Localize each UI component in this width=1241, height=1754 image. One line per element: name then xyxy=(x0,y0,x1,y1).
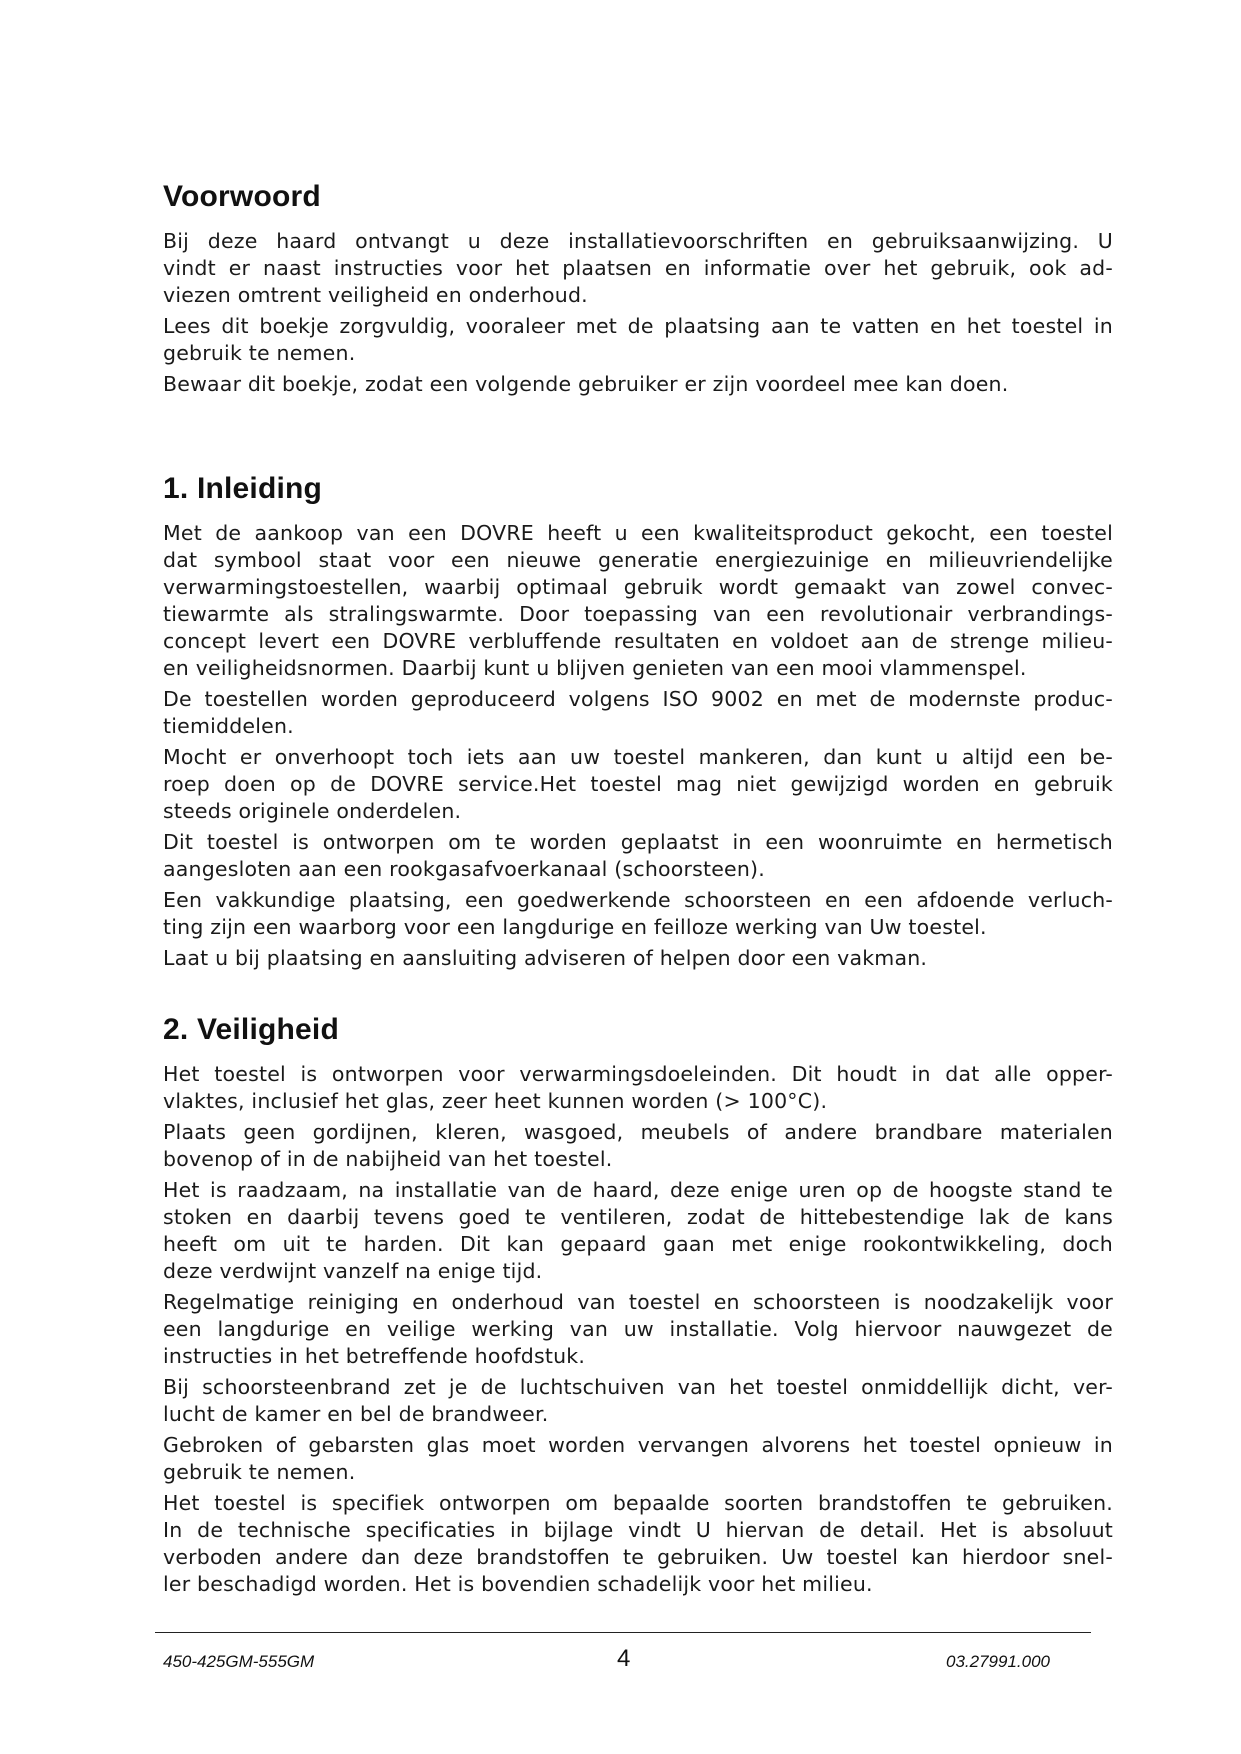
paragraph xyxy=(163,686,1113,740)
paragraph-line: ting zijn een waarborg voor een langdurige en feilloze werking van Uw toestel. xyxy=(163,915,987,939)
footer-document-code: 03.27991.000 xyxy=(946,1652,1050,1671)
paragraph-line: Een vakkundige plaatsing, een goedwerkende schoorsteen en een afdoende verluch- xyxy=(163,888,1113,912)
paragraph xyxy=(163,887,1113,941)
paragraph-line: en veiligheidsnormen. Daarbij kunt u blijven genieten van een mooi vlammenspel. xyxy=(163,656,1027,680)
paragraph-line: roep doen op de DOVRE service.Het toestel mag niet gewijzigd worden en gebruik xyxy=(163,772,1113,796)
paragraph-line: Plaats geen gordijnen, kleren, wasgoed, meubels of andere brandbare materialen xyxy=(163,1120,1113,1144)
paragraph-line: Mocht er onverhoopt toch iets aan uw toestel mankeren, dan kunt u altijd een be- xyxy=(163,745,1113,769)
paragraph xyxy=(163,228,1113,309)
paragraph-line: Gebroken of gebarsten glas moet worden vervangen alvorens het toestel opnieuw in xyxy=(163,1433,1113,1457)
paragraph-line: bovenop of in de nabijheid van het toestel. xyxy=(163,1147,613,1171)
paragraph-line: Dit toestel is ontworpen om te worden geplaatst in een woonruimte en hermetisch xyxy=(163,830,1113,854)
paragraph-line: De toestellen worden geproduceerd volgens ISO 9002 en met de modernste produc- xyxy=(163,687,1113,711)
paragraph-line: Het is raadzaam, na installatie van de haard, deze enige uren op de hoogste stand te xyxy=(163,1178,1113,1202)
paragraph xyxy=(163,371,1113,398)
paragraph-line: tiewarmte als stralingswarmte. Door toepassing van een revolutionair verbrandings- xyxy=(163,602,1113,626)
paragraph-line: stoken en daarbij tevens goed te ventileren, zodat de hittebestendige lak de kans xyxy=(163,1205,1113,1229)
section-body xyxy=(163,520,1113,972)
paragraph xyxy=(163,829,1113,883)
paragraph-line: Het toestel is specifiek ontworpen om bepaalde soorten brandstoffen te gebruiken. xyxy=(163,1491,1113,1515)
paragraph-line: deze verdwijnt vanzelf na enige tijd. xyxy=(163,1259,543,1283)
paragraph-line: Regelmatige reiniging en onderhoud van toestel en schoorsteen is noodzakelijk voor xyxy=(163,1290,1113,1314)
paragraph-line: concept levert een DOVRE verbluffende resultaten en voldoet aan de strenge milieu- xyxy=(163,629,1113,653)
paragraph-line: lucht de kamer en bel de brandweer. xyxy=(163,1402,549,1426)
paragraph xyxy=(163,1374,1113,1428)
paragraph xyxy=(163,520,1113,682)
paragraph-line: instructies in het betreffende hoofdstuk. xyxy=(163,1344,586,1368)
footer-divider xyxy=(155,1632,1091,1633)
paragraph xyxy=(163,1119,1113,1173)
section-veiligheid xyxy=(163,1013,1113,1602)
paragraph-line: Bij schoorsteenbrand zet je de luchtschuiven van het toestel onmiddellijk dicht, ver- xyxy=(163,1375,1113,1399)
section-heading: 1. Inleiding xyxy=(163,472,323,505)
paragraph-line: dat symbool staat voor een nieuwe generatie energiezuinige en milieuvriendelijke xyxy=(163,548,1113,572)
paragraph-line: een langdurige en veilige werking van uw installatie. Volg hiervoor nauwgezet de xyxy=(163,1317,1113,1341)
paragraph xyxy=(163,1177,1113,1285)
paragraph-line: steeds originele onderdelen. xyxy=(163,799,462,823)
paragraph-line: In de technische specificaties in bijlage vindt U hiervan de detail. Het is absoluut xyxy=(163,1518,1113,1542)
paragraph xyxy=(163,1432,1113,1486)
paragraph-line: verwarmingstoestellen, waarbij optimaal gebruik wordt gemaakt van zowel convec- xyxy=(163,575,1113,599)
paragraph-line: verboden andere dan deze brandstoffen te gebruiken. Uw toestel kan hierdoor snel- xyxy=(163,1545,1113,1569)
section-heading: 2. Veiligheid xyxy=(163,1013,339,1046)
section-body xyxy=(163,1061,1113,1598)
paragraph-line: Lees dit boekje zorgvuldig, vooraleer met de plaatsing aan te vatten en het toestel in xyxy=(163,314,1113,338)
section-heading: Voorwoord xyxy=(163,180,321,213)
footer-page-number: 4 xyxy=(617,1645,631,1672)
paragraph-line: Bewaar dit boekje, zodat een volgende gebruiker er zijn voordeel mee kan doen. xyxy=(163,372,1009,396)
paragraph xyxy=(163,313,1113,367)
paragraph-line: heeft om uit te harden. Dit kan gepaard gaan met enige rookontwikkeling, doch xyxy=(163,1232,1113,1256)
paragraph xyxy=(163,1061,1113,1115)
paragraph xyxy=(163,1289,1113,1370)
paragraph-line: viezen omtrent veiligheid en onderhoud. xyxy=(163,283,588,307)
paragraph xyxy=(163,744,1113,825)
section-voorwoord xyxy=(163,180,1113,402)
section-inleiding xyxy=(163,472,1113,976)
paragraph-line: aangesloten aan een rookgasafvoerkanaal (schoorsteen). xyxy=(163,857,765,881)
paragraph-line: Het toestel is ontworpen voor verwarmingsdoeleinden. Dit houdt in dat alle opper- xyxy=(163,1062,1113,1086)
paragraph-line: vindt er naast instructies voor het plaatsen en informatie over het gebruik, ook ad- xyxy=(163,256,1113,280)
paragraph xyxy=(163,1490,1113,1598)
paragraph-line: Bij deze haard ontvangt u deze installatievoorschriften en gebruiksaanwijzing. U xyxy=(163,229,1113,253)
paragraph-line: gebruik te nemen. xyxy=(163,1460,356,1484)
paragraph-line: vlaktes, inclusief het glas, zeer heet kunnen worden (> 100°C). xyxy=(163,1089,828,1113)
paragraph-line: gebruik te nemen. xyxy=(163,341,356,365)
paragraph xyxy=(163,945,1113,972)
paragraph-line: tiemiddelen. xyxy=(163,714,294,738)
section-body xyxy=(163,228,1113,398)
paragraph-line: Met de aankoop van een DOVRE heeft u een kwaliteitsproduct gekocht, een toestel xyxy=(163,521,1113,545)
paragraph-line: Laat u bij plaatsing en aansluiting adviseren of helpen door een vakman. xyxy=(163,946,928,970)
footer-model-number: 450-425GM-555GM xyxy=(163,1652,315,1671)
paragraph-line: ler beschadigd worden. Het is bovendien schadelijk voor het milieu. xyxy=(163,1572,873,1596)
